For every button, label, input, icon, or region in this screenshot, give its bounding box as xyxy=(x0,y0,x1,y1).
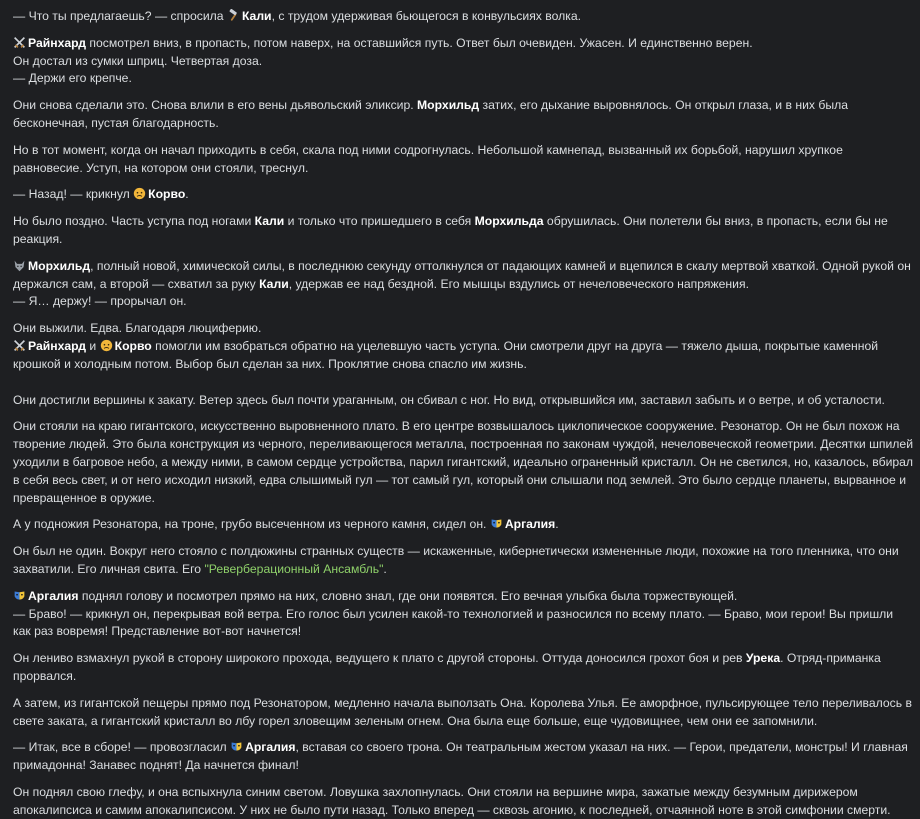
ensemble-highlight: "Реверберационный Ансамбль" xyxy=(204,561,384,576)
text: Он лениво взмахнул рукой в сторону широкого прохода, ведущего к плато с другой стороны. Оттуда доносился грохот боя и рев xyxy=(13,651,746,666)
text: Они выжили. Едва. Благодаря люциферию. xyxy=(13,321,262,336)
name-reinhard: Райнхард xyxy=(28,338,87,353)
text: Они снова сделали это. Снова влили в его вены дьявольский эликсир. xyxy=(13,98,418,113)
text: , с трудом удерживая бьющегося в конвульсиях волка. xyxy=(271,9,582,23)
paragraph-16 xyxy=(13,739,914,775)
paragraph-12 xyxy=(13,543,914,579)
name-argalia: Аргалия xyxy=(28,588,79,603)
hammer-icon xyxy=(227,9,240,22)
paragraph-8 xyxy=(13,320,914,373)
text: Но было поздно. Часть уступа под ногами xyxy=(13,214,255,229)
text: — Держи его крепче. xyxy=(13,71,132,86)
mask-icon xyxy=(230,740,243,753)
paragraph-15: А затем, из гигантской пещеры прямо под Резонатором, медленно начала выползать Она. Королева Улья. Ее аморфное, пульсирующее тело переливалось в свете заката, а гигантский кристалл во лбу горел зловещим зеленым огнем. Она была еще больше, еще чудовищнее, чем они ее запомнили. xyxy=(13,695,912,728)
text: , вставая со своего трона. Он театральным жестом указал на них. — Герои, предатели, монстры! И главная примадонна! Занавес поднят! Да начнется финал! xyxy=(13,740,908,773)
name-kali: Кали xyxy=(254,214,285,229)
mask-icon xyxy=(490,517,503,530)
text: . Отряд-приманка прорвался. xyxy=(13,651,881,683)
paragraph-17: Он поднял свою глефу, и она вспыхнула синим светом. Ловушка захлопнулась. Они стояли на вершине мира, зажатые между безумным дирижером апокалипсиса и самим апокалипсисом. У них не было пути назад. Только вперед — сквозь агонию, к последней, отчаянной ноте в этой симфонии смерти. xyxy=(13,784,891,817)
name-morhild: Морхильда xyxy=(474,214,544,229)
text: посмотрел вниз, в пропасть, потом наверх, на оставшийся путь. Ответ был очевиден. Ужасен. И единственно верен. xyxy=(86,35,753,50)
text: . xyxy=(555,517,559,532)
paragraph-5 xyxy=(13,186,914,204)
crossed-swords-icon xyxy=(13,36,26,49)
text: — Что ты предлагаешь? — спросила xyxy=(13,9,227,23)
name-kali: Кали xyxy=(259,276,289,291)
text: помогли им взобраться обратно на уцелевшую часть уступа. Они смотрели друг на друга — тяжело дыша, покрытые каменной крошкой и холодным потом. Выбор был сделан за них. Проклятие снова спасло им жизнь. xyxy=(13,338,879,371)
mask-icon xyxy=(13,589,26,602)
text: , удержав ее над бездной. Его мышцы вздулись от нечеловеческого напряжения. xyxy=(288,276,749,291)
text: Он был не один. Вокруг него стояло с полдюжины странных существ — искаженные, кибернетически измененные люди, похожие на того пленника, что они захватили. Его личная свита. Его xyxy=(13,544,899,576)
paragraph-7 xyxy=(13,258,914,311)
text: Он достал из сумки шприц. Четвертая доза. xyxy=(13,53,263,68)
wolf-icon xyxy=(13,259,26,272)
text: обрушилась. Они полетели бы вниз, в пропасть, если бы не реакция. xyxy=(13,214,888,246)
name-korvo: Корво xyxy=(114,338,152,353)
paragraph-13 xyxy=(13,588,914,641)
name-argalia: Аргалия xyxy=(504,517,556,532)
angry-face-icon xyxy=(133,187,146,200)
crossed-swords-icon xyxy=(13,339,26,352)
paragraph-11 xyxy=(13,516,914,534)
paragraph-2 xyxy=(13,35,914,88)
angry-face-icon xyxy=(100,339,113,352)
paragraph-9: Они достигли вершины к закату. Ветер здесь был почти ураганным, он сбивал с ног. Но вид, открывшийся им, заставил забыть и о ветре, и об усталости. xyxy=(13,392,885,407)
paragraph-4: Но в тот момент, когда он начал приходить в себя, скала под ними содрогнулась. Небольшой камнепад, вызванный их борьбой, нарушил хрупкое равновесие. Уступ, на котором они стояли, треснул. xyxy=(13,142,843,175)
text: — Назад! — крикнул xyxy=(13,187,134,202)
text: — Браво! — крикнул он, перекрывая вой ветра. Его голос был усилен какой-то технологией и разносился по всему плато. — Браво, мои герои! Вы пришли как раз вовремя! Представление вот-вот начнется! xyxy=(13,606,894,639)
name-korvo: Корво xyxy=(148,187,186,202)
text: . xyxy=(383,561,387,576)
text: — Я… держу! — прорычал он. xyxy=(13,294,187,309)
paragraph-1 xyxy=(13,0,914,26)
text: — Итак, все в сборе! — провозгласил xyxy=(13,740,231,755)
paragraph-3 xyxy=(13,97,914,133)
name-ureka: Урека xyxy=(745,651,781,666)
name-kali: Кали xyxy=(241,9,272,23)
text: затих, его дыхание выровнялось. Он открыл глаза, и в них была бесконечная, пустая благодарность. xyxy=(13,98,848,130)
paragraph-6 xyxy=(13,213,914,249)
name-argalia: Аргалия xyxy=(245,740,296,755)
text: А у подножия Резонатора, на троне, грубо высеченном из черного камня, сидел он. xyxy=(13,517,490,532)
name-reinhard: Райнхард xyxy=(28,35,87,50)
text: и xyxy=(86,338,100,353)
paragraph-10: Они стояли на краю гигантского, искусственно выровненного плато. В его центре возвышалось циклопическое сооружение. Резонатор. Он не был похож на творение людей. Это была конструкция из черного, переливающегося металла, построенная по законам чуждой, нечеловеческой геометрии. Десятки шпилей уходили в багровое небо, а между ними, в самом сердце устройства, парил гигантский, идеально ограненный кристалл. Он не светился, но, казалось, вбирал в себя весь свет, и от него исходил низкий, едва слышимый гул — тот самый гул, который они слышали под землей. Это было сердце планеты, вырванное и превращенное в оружие. xyxy=(13,419,914,505)
name-morhild: Морхильд xyxy=(28,258,91,273)
text: поднял голову и посмотрел прямо на них, словно знал, где они появятся. Его вечная улыбка была торжествующей. xyxy=(78,588,738,603)
text: и только что пришедшего в себя xyxy=(284,214,475,229)
name-morhild: Морхильд xyxy=(417,98,480,113)
text: , полный новой, химической силы, в последнюю секунду оттолкнулся от падающих камней и вцепился в скалу мертвой хваткой. Одной рукой он держался сам, а второй — схватил за руку xyxy=(13,258,911,291)
text: . xyxy=(185,187,189,202)
paragraph-14 xyxy=(13,650,914,686)
